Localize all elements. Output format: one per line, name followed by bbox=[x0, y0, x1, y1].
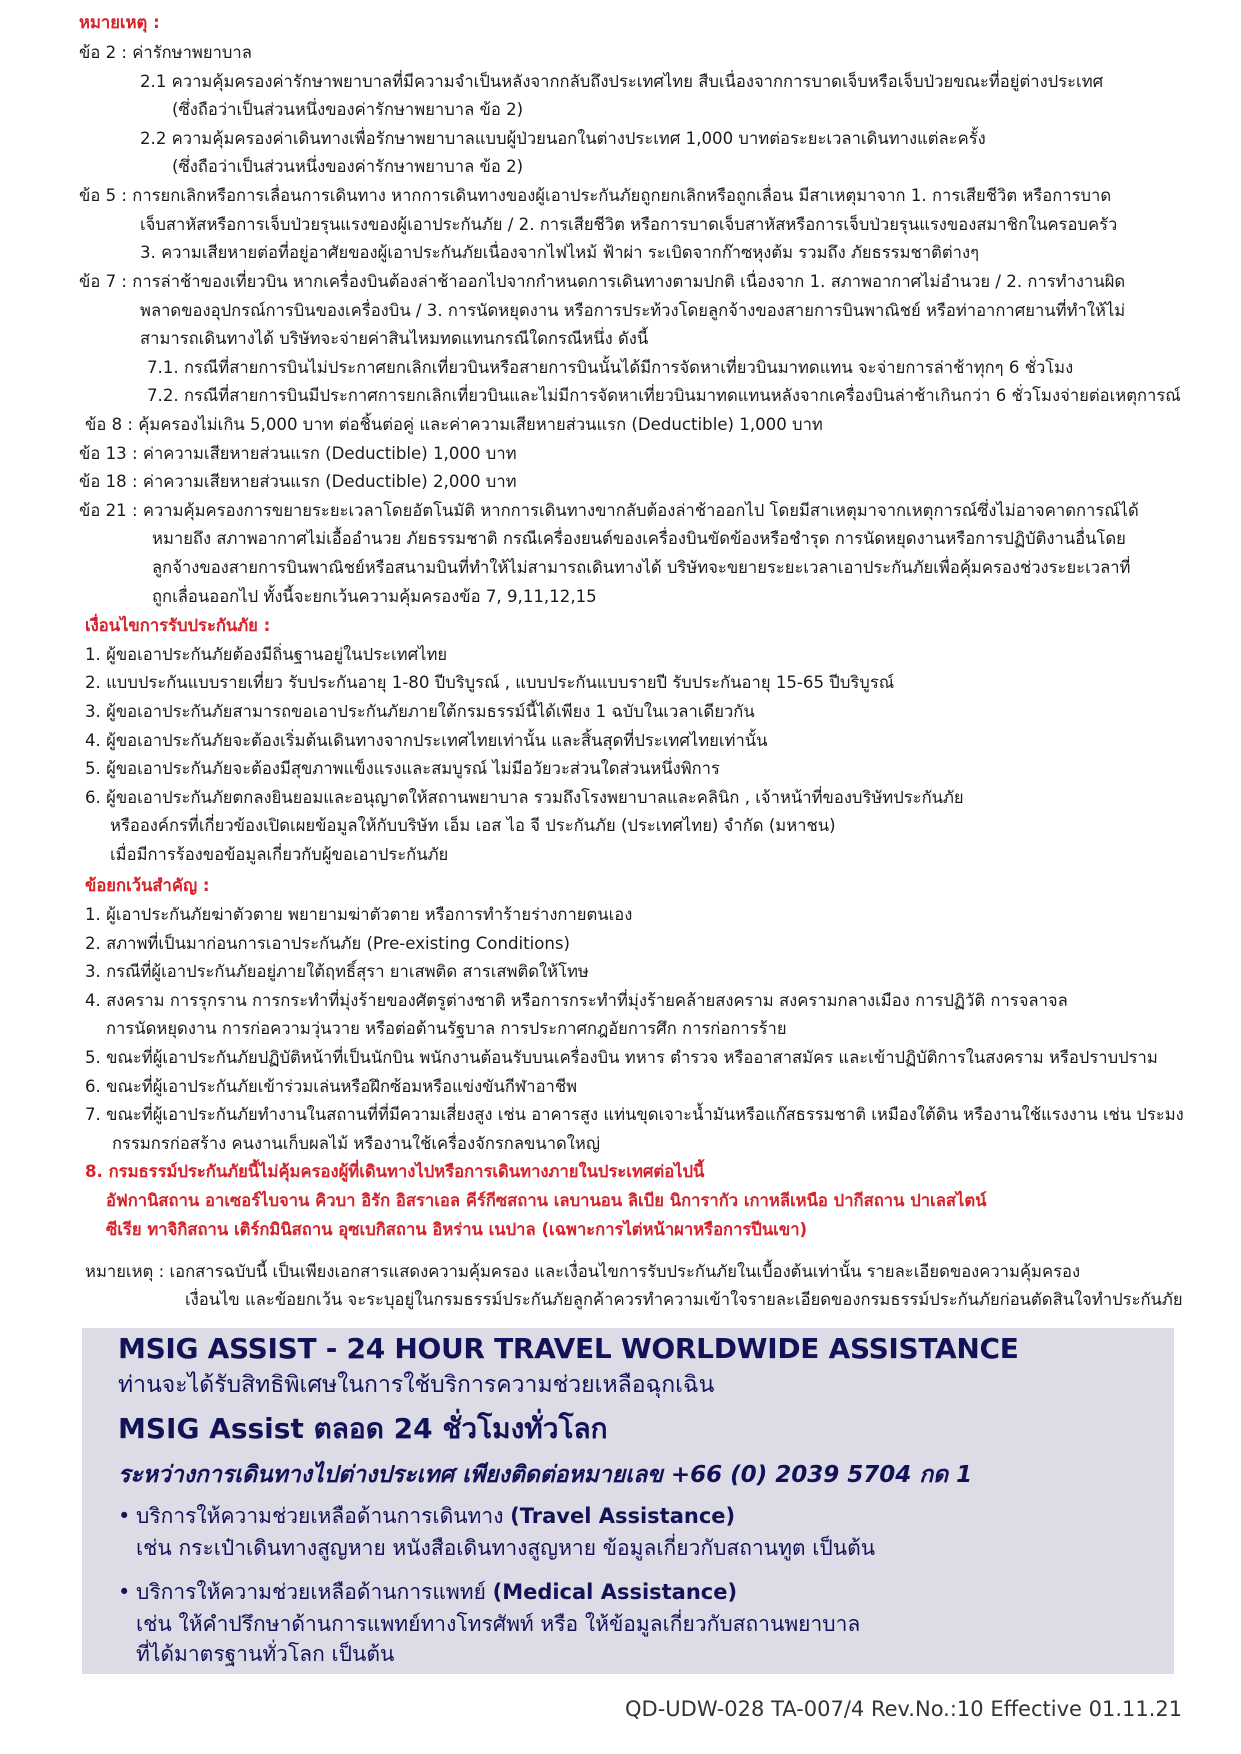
medical-assistance-en: (Medical Assistance) bbox=[492, 1580, 738, 1604]
travel-assistance-item bbox=[118, 1502, 735, 1530]
exclusion-line-highlight: 8. กรมธรรม์ประกันภัยนี้ไม่คุ้มครองผู้ที่เดินทางไปหรือการเดินทางภายในประเทศต่อไปนี้ bbox=[85, 1162, 705, 1181]
condition-line: 2. แบบประกันแบบรายเที่ยว รับประกันอายุ 1-80 ปีบริบูรณ์ , แบบประกันแบบรายปี รับประกันอายุ 15-65 ปีบริบูรณ์ bbox=[85, 673, 895, 692]
exclusion-line: 7. ขณะที่ผู้เอาประกันภัยทำงานในสถานที่ที่มีความเสี่ยงสูง เช่น อาคารสูง แท่นขุดเจาะน้ำมันหรือแก๊สธรรมชาติ เหมืองใต้ดิน หรืองานใช้แรงงาน เช่น ประมง bbox=[85, 1105, 1184, 1124]
remark-line: 7.2. กรณีที่สายการบินมีประกาศการยกเลิกเที่ยวบินและไม่มีการจัดหาเที่ยวบินมาทดแทนหลังจากเครื่องบินล่าช้าเกินกว่า 6 ชั่วโมงจ่ายต่อเหตุการณ์ bbox=[147, 386, 1181, 405]
remark-line: สามารถเดินทางได้ บริษัทจะจ่ายค่าสินไหมทดแทนกรณีใดกรณีหนึ่ง ดังนี้ bbox=[140, 329, 649, 348]
assist-privilege: ท่านจะได้รับสิทธิพิเศษในการใช้บริการความช่วยเหลือฉุกเฉิน bbox=[118, 1372, 715, 1398]
assist-24-hour: MSIG Assist ตลอด 24 ชั่วโมงทั่วโลก bbox=[118, 1412, 608, 1445]
remark-line: ข้อ 8 : คุ้มครองไม่เกิน 5,000 บาท ต่อชิ้นต่อคู่ และค่าความเสียหายส่วนแรก (Deductible) 1,000 บาท bbox=[85, 415, 823, 434]
remark-line: 3. ความเสียหายต่อที่อยู่อาศัยของผู้เอาประกันภัยเนื่องจากไฟไหม้ ฟ้าผ่า ระเบิดจากก๊าซหุงต้ม รวมถึง ภัยธรรมชาติต่างๆ bbox=[140, 243, 979, 262]
exclusion-line: 2. สภาพที่เป็นมาก่อนการเอาประกันภัย (Pre-existing Conditions) bbox=[85, 934, 571, 953]
remark-line: ข้อ 2 : ค่ารักษาพยาบาล bbox=[79, 43, 252, 62]
exclusion-line: 4. สงคราม การรุกราน การกระทำที่มุ่งร้ายของศัตรูต่างชาติ หรือการกระทำที่มุ่งร้ายคล้ายสงคราม สงครามกลางเมือง การปฏิวัติ การจลาจล bbox=[85, 991, 1068, 1010]
travel-assistance-desc: เช่น กระเป๋าเดินทางสูญหาย หนังสือเดินทางสูญหาย ข้อมูลเกี่ยวกับสถานทูต เป็นต้น bbox=[136, 1536, 876, 1560]
condition-line: 1. ผู้ขอเอาประกันภัยต้องมีถิ่นฐานอยู่ในประเทศไทย bbox=[85, 645, 448, 664]
disclaimer-line: เงื่อนไข และข้อยกเว้น จะระบุอยู่ในกรมธรรม์ประกันภัยลูกค้าควรทำความเข้าใจรายละเอียดของกรมธรรม์ประกันภัยก่อนตัดสินใจทำประกันภัย bbox=[185, 1290, 1183, 1309]
remark-line: ข้อ 5 : การยกเลิกหรือการเลื่อนการเดินทาง หากการเดินทางของผู้เอาประกันภัยถูกยกเลิกหรือถูกเลื่อน มีสาเหตุมาจาก 1. การเสียชีวิต หรือการบาด bbox=[79, 186, 1112, 205]
remark-line: ข้อ 18 : ค่าความเสียหายส่วนแรก (Deductible) 2,000 บาท bbox=[79, 472, 517, 491]
condition-line: 6. ผู้ขอเอาประกันภัยตกลงยินยอมและอนุญาตให้สถานพยาบาล รวมถึงโรงพยาบาลและคลินิก , เจ้าหน้าที่ของบริษัทประกันภัย bbox=[85, 788, 964, 807]
bullet-icon: • bbox=[118, 1504, 131, 1528]
condition-line: 4. ผู้ขอเอาประกันภัยจะต้องเริ่มต้นเดินทางจากประเทศไทยเท่านั้น และสิ้นสุดที่ประเทศไทยเท่านั้น bbox=[85, 731, 768, 750]
remark-line: 7.1. กรณีที่สายการบินไม่ประกาศยกเลิกเที่ยวบินหรือสายการบินนั้นได้มีการจัดหาเที่ยวบินมาทดแทน จะจ่ายการล่าช้าทุกๆ 6 ชั่วโมง bbox=[147, 358, 1074, 377]
remark-line: ข้อ 21 : ความคุ้มครองการขยายระยะเวลาโดยอัตโนมัติ หากการเดินทางขากลับต้องล่าช้าออกไป โดยมีสาเหตุมาจากเหตุการณ์ซึ่งไม่อาจคาดการณ์ได้ bbox=[79, 501, 1139, 520]
remark-line: 2.2 ความคุ้มครองค่าเดินทางเพื่อรักษาพยาบาลแบบผู้ป่วยนอกในต่างประเทศ 1,000 บาทต่อระยะเวลาเดินทางแต่ละครั้ง bbox=[140, 129, 986, 148]
medical-assistance-desc: เช่น ให้คำปรึกษาด้านการแพทย์ทางโทรศัพท์ หรือ ให้ข้อมูลเกี่ยวกับสถานพยาบาล bbox=[136, 1612, 861, 1636]
remark-line: พลาดของอุปกรณ์การบินของเครื่องบิน / 3. การนัดหยุดงาน หรือการประท้วงโดยลูกจ้างของสายการบินพาณิชย์ หรือท่าอากาศยานที่ทำให้ไม่ bbox=[140, 301, 1126, 320]
travel-assistance-en: (Travel Assistance) bbox=[510, 1504, 736, 1528]
disclaimer-line: หมายเหตุ : เอกสารฉบับนี้ เป็นเพียงเอกสารแสดงความคุ้มครอง และเงื่อนไขการรับประกันภัยในเบื้องต้นเท่านั้น รายละเอียดของความคุ้มครอง bbox=[85, 1262, 1081, 1281]
exclusion-line: 3. กรณีที่ผู้เอาประกันภัยอยู่ภายใต้ฤทธิ์สุรา ยาเสพติด สารเสพติดให้โทษ bbox=[85, 962, 589, 981]
remark-line: หมายถึง สภาพอากาศไม่เอื้ออำนวย ภัยธรรมชาติ กรณีเครื่องยนต์ของเครื่องบินขัดข้องหรือชำรุด การนัดหยุดงานหรือการปฏิบัติงานอื่นโดย bbox=[152, 529, 1126, 548]
assist-title: MSIG ASSIST - 24 HOUR TRAVEL WORLDWIDE ASSISTANCE bbox=[118, 1332, 1019, 1365]
medical-assistance-item bbox=[118, 1578, 737, 1606]
medical-assistance-desc: ที่ได้มาตรฐานทั่วโลก เป็นต้น bbox=[136, 1642, 395, 1666]
exclusion-line: 5. ขณะที่ผู้เอาประกันภัยปฏิบัติหน้าที่เป็นนักบิน พนักงานต้อนรับบนเครื่องบิน ทหาร ตำรวจ หรืออาสาสมัคร และเข้าปฏิบัติการในสงคราม หรือปราบปราม bbox=[85, 1048, 1158, 1067]
bullet-icon: • bbox=[118, 1580, 131, 1604]
remark-line: (ซึ่งถือว่าเป็นส่วนหนึ่งของค่ารักษาพยาบาล ข้อ 2) bbox=[172, 157, 524, 176]
excluded-countries-line: อัฟกานิสถาน อาเซอร์ไบจาน คิวบา อิรัก อิสราเอล คีร์กีซสถาน เลบานอน ลิเบีย นิการากัว เกาหลีเหนือ ปากีสถาน ปาเลสไตน์ bbox=[106, 1191, 987, 1210]
remark-line: ถูกเลื่อนออกไป ทั้งนี้จะยกเว้นความคุ้มครองข้อ 7, 9,11,12,15 bbox=[152, 587, 597, 606]
remark-line: ข้อ 7 : การล่าช้าของเที่ยวบิน หากเครื่องบินต้องล่าช้าออกไปจากกำหนดการเดินทางตามปกติ เนื่องจาก 1. สภาพอากาศไม่อำนวย / 2. การทำงานผิด bbox=[79, 272, 1126, 291]
excluded-countries-line: ซีเรีย ทาจิกิสถาน เติร์กมินิสถาน อุซเบกิสถาน อิหร่าน เนปาล (เฉพาะการไต่หน้าผาหรือการปีนเขา) bbox=[106, 1220, 808, 1239]
remark-line: (ซึ่งถือว่าเป็นส่วนหนึ่งของค่ารักษาพยาบาล ข้อ 2) bbox=[172, 100, 524, 119]
exclusion-line: 1. ผู้เอาประกันภัยฆ่าตัวตาย พยายามฆ่าตัวตาย หรือการทำร้ายร่างกายตนเอง bbox=[85, 905, 633, 924]
exclusions-heading: ข้อยกเว้นสำคัญ : bbox=[85, 876, 210, 895]
remarks-heading: หมายเหตุ : bbox=[79, 13, 160, 32]
condition-line: เมื่อมีการร้องขอข้อมูลเกี่ยวกับผู้ขอเอาประกันภัย bbox=[110, 845, 449, 864]
condition-line: 3. ผู้ขอเอาประกันภัยสามารถขอเอาประกันภัยภายใต้กรมธรรม์นี้ได้เพียง 1 ฉบับในเวลาเดียวกัน bbox=[85, 702, 755, 721]
remark-line: ลูกจ้างของสายการบินพาณิชย์หรือสนามบินที่ทำให้ไม่สามารถเดินทางได้ บริษัทจะขยายระยะเวลาเอาประกันภัยเพื่อคุ้มครองช่วงระยะเวลาที่ bbox=[152, 558, 1131, 577]
exclusion-line: กรรมกรก่อสร้าง คนงานเก็บผลไม้ หรืองานใช้เครื่องจักรกลขนาดใหญ่ bbox=[112, 1134, 600, 1153]
assist-contact: ระหว่างการเดินทางไปต่างประเทศ เพียงติดต่อหมายเลข +66 (0) 2039 5704 กด 1 bbox=[118, 1462, 973, 1488]
travel-assistance-label: บริการให้ความช่วยเหลือด้านการเดินทาง bbox=[136, 1504, 511, 1528]
remark-line: ข้อ 13 : ค่าความเสียหายส่วนแรก (Deductible) 1,000 บาท bbox=[79, 444, 517, 463]
remark-line: 2.1 ความคุ้มครองค่ารักษาพยาบาลที่มีความจำเป็นหลังจากกลับถึงประเทศไทย สืบเนื่องจากการบาดเจ็บหรือเจ็บป่วยขณะที่อยู่ต่างประเทศ bbox=[140, 72, 1104, 91]
msig-assist-panel bbox=[82, 1328, 1174, 1674]
exclusion-line: 6. ขณะที่ผู้เอาประกันภัยเข้าร่วมเล่นหรือฝึกซ้อมหรือแข่งขันกีฬาอาชีพ bbox=[85, 1077, 578, 1096]
exclusion-line: การนัดหยุดงาน การก่อความวุ่นวาย หรือต่อต้านรัฐบาล การประกาศกฎอัยการศึก การก่อการร้าย bbox=[106, 1019, 787, 1038]
document-code-footer: QD-UDW-028 TA-007/4 Rev.No.:10 Effective 01.11.21 bbox=[625, 1697, 1183, 1721]
conditions-heading: เงื่อนไขการรับประกันภัย : bbox=[85, 616, 271, 635]
remark-line: เจ็บสาหัสหรือการเจ็บป่วยรุนแรงของผู้เอาประกันภัย / 2. การเสียชีวิต หรือการบาดเจ็บสาหัสหรือการเจ็บป่วยรุนแรงของสมาชิกในครอบครัว bbox=[140, 215, 1118, 234]
condition-line: หรือองค์กรที่เกี่ยวข้องเปิดเผยข้อมูลให้กับบริษัท เอ็ม เอส ไอ จี ประกันภัย (ประเทศไทย) จำกัด (มหาชน) bbox=[110, 816, 836, 835]
condition-line: 5. ผู้ขอเอาประกันภัยจะต้องมีสุขภาพแข็งแรงและสมบูรณ์ ไม่มีอวัยวะส่วนใดส่วนหนึ่งพิการ bbox=[85, 759, 720, 778]
medical-assistance-label: บริการให้ความช่วยเหลือด้านการแพทย์ bbox=[136, 1580, 493, 1604]
